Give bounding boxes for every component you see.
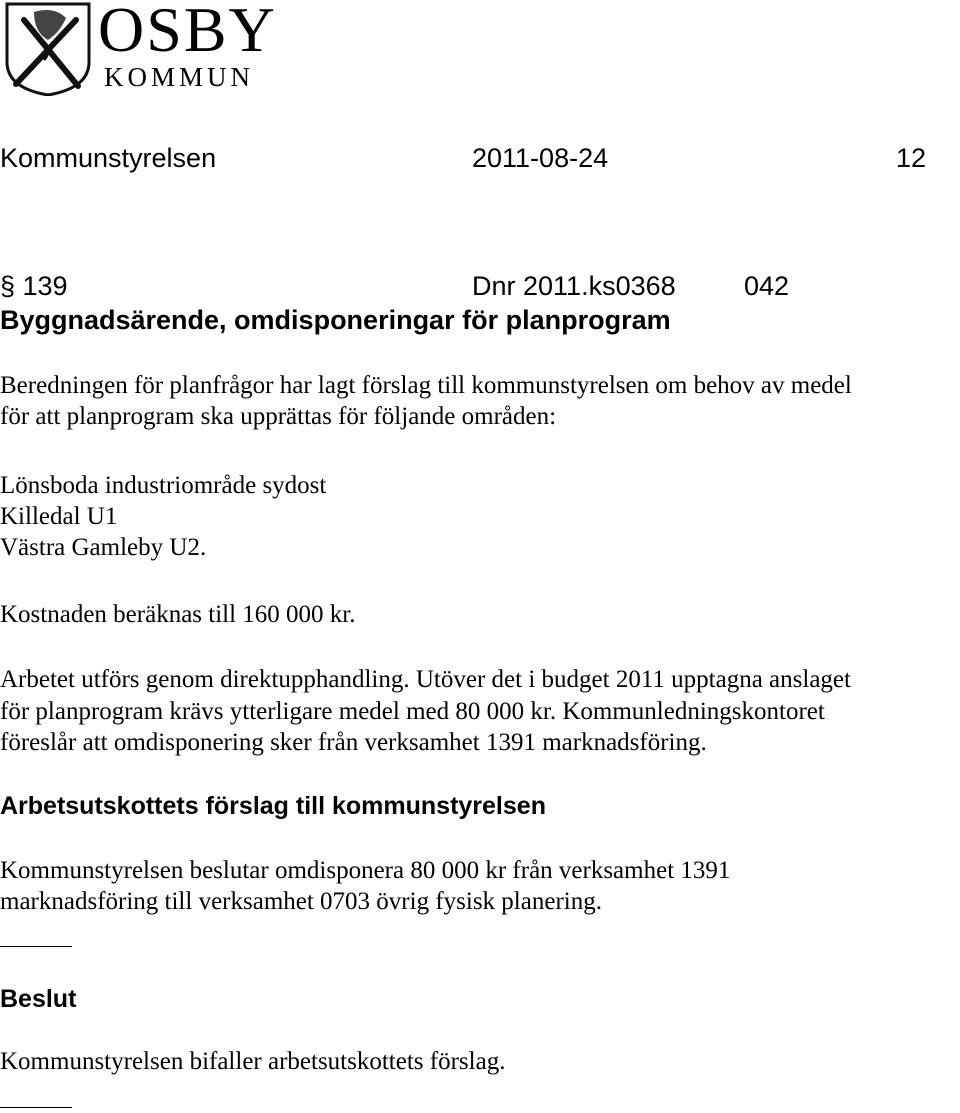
cost-text: Kostnaden beräknas till 160 000 kr.	[0, 601, 356, 628]
work-line: för planprogram krävs ytterligare medel med 80 000 kr. Kommunledningskontoret	[0, 698, 825, 725]
divider	[0, 1107, 72, 1108]
intro-line: Beredningen för planfrågor har lagt förslag till kommunstyrelsen om behov av medel	[0, 372, 852, 399]
osby-kommun-logo	[0, 0, 280, 100]
case-code: 042	[744, 271, 790, 301]
proposal-heading: Arbetsutskottets förslag till kommunstyrelsen	[0, 792, 546, 820]
proposal-line: Kommunstyrelsen beslutar omdisponera 80 000 kr från verksamhet 1391	[0, 857, 731, 884]
paragraph-number: § 139	[0, 271, 68, 301]
dnr-number: Dnr 2011.ks0368	[472, 271, 676, 301]
divider	[0, 946, 72, 947]
logo-name: OSBY	[98, 0, 277, 65]
area-item: Lönsboda industriområde sydost	[0, 472, 327, 499]
area-item: Killedal U1	[0, 503, 118, 530]
work-line: Arbetet utförs genom direktupphandling. Utöver det i budget 2011 upptagna anslaget	[0, 666, 851, 693]
coat-of-arms-icon	[4, 2, 92, 96]
header-date: 2011-08-24	[472, 143, 609, 173]
header-org: Kommunstyrelsen	[0, 143, 217, 173]
header-page-number: 12	[896, 143, 927, 173]
proposal-line: marknadsföring till verksamhet 0703 övrig fysisk planering.	[0, 888, 602, 915]
decision-heading: Beslut	[0, 985, 77, 1013]
logo-subtitle: KOMMUN	[104, 62, 255, 92]
decision-text: Kommunstyrelsen bifaller arbetsutskottets förslag.	[0, 1048, 506, 1075]
work-line: föreslår att omdisponering sker från verksamhet 1391 marknadsföring.	[0, 729, 707, 756]
section-title: Byggnadsärende, omdisponeringar för planprogram	[0, 305, 671, 335]
area-item: Västra Gamleby U2.	[0, 534, 207, 561]
intro-line: för att planprogram ska upprättas för följande områden:	[0, 403, 557, 430]
